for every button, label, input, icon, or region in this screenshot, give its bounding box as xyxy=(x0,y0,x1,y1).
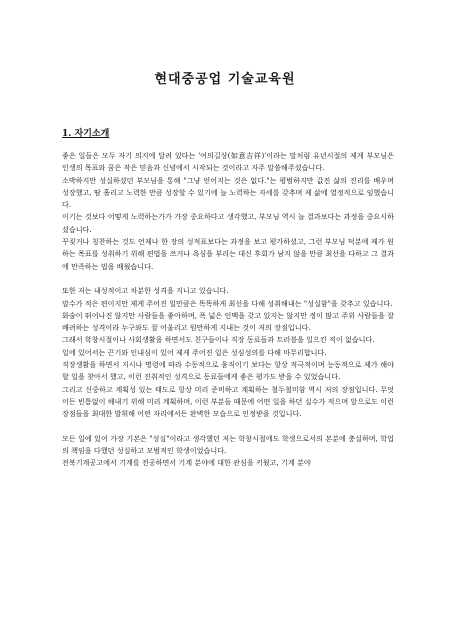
paragraph-gap xyxy=(62,273,394,285)
paragraph: 이기는 것보다 어떻게 노력하는가가 가장 중요하다고 생각했고, 부모님 역시 늘 결과보다는 과정을 중요시하셨습니다. xyxy=(62,212,394,234)
paragraph: 일에 있어서는 끈기와 인내심이 있어 제게 주어진 일은 성심성의를 다해 마무리합니다. xyxy=(62,347,327,357)
section-heading: 1. 자기소개 xyxy=(62,129,110,139)
paragraph: 말수가 적은 편이지만 제게 주어진 일만큼은 똑똑하게 최선을 다해 성취해내는 "성실함"을 갖추고 있습니다. xyxy=(62,298,393,308)
paragraph: 화술이 뛰어나진 않지만 사람들을 좋아하며, 폭 넓은 인맥을 갖고 있지는 않지만 정이 많고 주위 사람들을 잘 배려하는 성격이라 누구와도 잘 어울리고 원만하게 지내는 것이 저의 장점입니다. xyxy=(62,310,394,333)
paragraph: 좋은 일들은 모두 자기 의지에 달려 있다는 '여의길상(如意吉祥)'이라는 말처럼 유년시절의 제게 부모님은 인생의 목표와 꿈은 작은 믿음과 신념에서 시작되는 것이라고 자주 말씀해주셨습니다. xyxy=(62,151,394,173)
paragraph: 직장생활을 하면서 지시나 명령에 따라 수동적으로 움직이기 보다는 항상 적극적이며 능동적으로 제가 해야 할 일을 찾아서 했고, 이런 진취적인 성격으로 동료들에게 좋은 평가도 받을 수 있었습니다. xyxy=(62,360,394,382)
paragraph-gap xyxy=(62,421,394,433)
paragraph: 또한 저는 내성적이고 차분한 성격을 지니고 있습니다. xyxy=(62,286,229,296)
paragraph: 모든 일에 있어 가장 기본은 "성실"이라고 생각했던 저는 학창시절에도 학생으로서의 본분에 충실하며, 학업의 책임을 다했던 성실하고 모범적인 학생이었습니다. xyxy=(62,433,394,456)
document-title: 현대중공업 기술교육원 xyxy=(154,72,296,87)
paragraph: 그리고 신중하고 계획성 있는 태도로 항상 미리 준비하고 계획하는 철두철미함 역시 저의 장점입니다. 무엇이든 빈틈없이 해내기 위해 미리 계획하며, 이런 부분들 때문에 어떤 일을 하던 실수가 적으며 앞으로도 이런 장점들을 최대한 발휘해 어떤 자리에서든 완벽한 모습으로 인정받을 것입니다. xyxy=(62,384,394,419)
paragraph: 그래서 학창시절이나 사회생활을 하면서도 친구들이나 직장 동료들과 트러블을 일으킨 적이 없습니다. xyxy=(62,335,375,345)
body-text xyxy=(62,150,394,470)
paragraph: 전북기계공고에서 기계를 전공하면서 기계 분야에 대한 관심을 키웠고, 기계 분야 xyxy=(62,458,311,468)
paragraph: 꾸짖거나 칭찬하는 것도 언제나 한 장의 성적표보다는 과정을 보고 평가하셨고, 그런 부모님 덕분에 제가 원하는 목표를 성취하기 위해 편법을 쓰거나 욕심을 부리는 대신 후회가 남지 않을 만큼 최선을 다하고 그 결과에 만족하는 법을 배웠습니다. xyxy=(62,237,394,271)
paragraph: 소박하지만 성실하셨던 부모님을 통해 "그냥 얻어지는 것은 없다."는 평범하지만 값진 삶의 진리를 배우며 성장했고, 땀 흘리고 노력한 만큼 성장할 수 있기에 늘 노력하는 자세를 갖추며 제 삶에 열정적으로 임했습니다. xyxy=(62,175,394,210)
